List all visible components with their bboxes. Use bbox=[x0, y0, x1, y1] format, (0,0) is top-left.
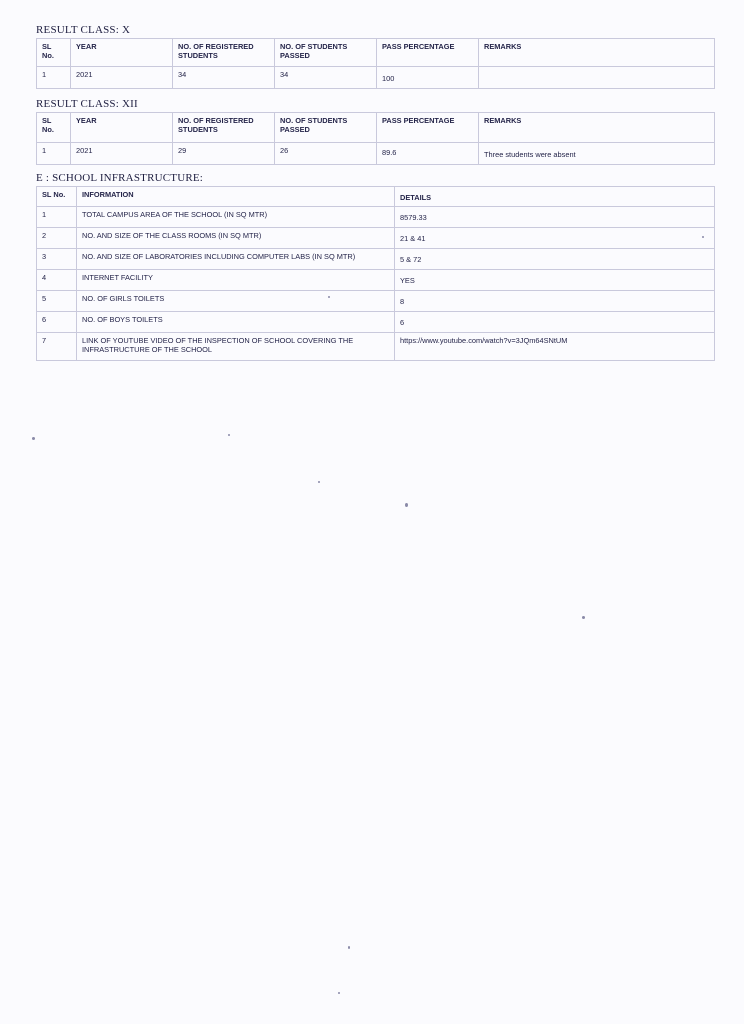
cell-sl-no: 3 bbox=[37, 249, 77, 270]
cell-information: NO. OF BOYS TOILETS bbox=[77, 312, 395, 333]
cell-students-passed: 34 bbox=[275, 67, 377, 89]
cell-students-passed: 26 bbox=[275, 143, 377, 165]
table-header-row bbox=[37, 187, 715, 207]
cell-sl-no: 2 bbox=[37, 228, 77, 249]
header-pass-percentage: PASS PERCENTAGE bbox=[377, 39, 479, 67]
cell-details: 5 & 72 bbox=[395, 249, 715, 270]
header-details: DETAILS bbox=[395, 187, 715, 207]
cell-information: LINK OF YOUTUBE VIDEO OF THE INSPECTION OF SCHOOL COVERING THE INFRASTRUCTURE OF THE SCHOOL bbox=[77, 333, 395, 361]
cell-sl-no: 6 bbox=[37, 312, 77, 333]
cell-year: 2021 bbox=[71, 143, 173, 165]
result-table-class-xii bbox=[36, 112, 715, 165]
scan-speck bbox=[228, 434, 230, 436]
cell-information: NO. OF GIRLS TOILETS bbox=[77, 291, 395, 312]
header-sl-no: SL No. bbox=[37, 39, 71, 67]
header-year: YEAR bbox=[71, 113, 173, 143]
scan-speck bbox=[702, 236, 704, 238]
cell-information: INTERNET FACILITY bbox=[77, 270, 395, 291]
scan-speck bbox=[32, 437, 35, 440]
cell-registered-students: 34 bbox=[173, 67, 275, 89]
scan-speck bbox=[328, 296, 330, 298]
table-row bbox=[37, 333, 715, 361]
scan-speck bbox=[582, 616, 585, 619]
header-information: INFORMATION bbox=[77, 187, 395, 207]
table-row bbox=[37, 291, 715, 312]
header-sl-no: SL No. bbox=[37, 113, 71, 143]
cell-information: TOTAL CAMPUS AREA OF THE SCHOOL (IN SQ MTR) bbox=[77, 207, 395, 228]
cell-remarks: Three students were absent bbox=[479, 143, 715, 165]
cell-information: NO. AND SIZE OF THE CLASS ROOMS (IN SQ MTR) bbox=[77, 228, 395, 249]
infrastructure-table bbox=[36, 186, 715, 361]
cell-sl-no: 1 bbox=[37, 207, 77, 228]
section-title-class-xii: RESULT CLASS: XII bbox=[36, 98, 138, 110]
header-pass-percentage: PASS PERCENTAGE bbox=[377, 113, 479, 143]
table-header-row bbox=[37, 39, 715, 67]
table-row bbox=[37, 270, 715, 291]
cell-details: YES bbox=[395, 270, 715, 291]
cell-pass-percentage: 89.6 bbox=[377, 143, 479, 165]
header-sl-no: SL No. bbox=[37, 187, 77, 207]
table-row bbox=[37, 249, 715, 270]
scan-speck bbox=[405, 503, 408, 507]
header-students-passed: NO. OF STUDENTS PASSED bbox=[275, 39, 377, 67]
cell-pass-percentage: 100 bbox=[377, 67, 479, 89]
scan-speck bbox=[338, 992, 340, 994]
result-table-class-x bbox=[36, 38, 715, 89]
table-row bbox=[37, 67, 715, 89]
cell-details: https://www.youtube.com/watch?v=3JQm64SNtUM bbox=[395, 333, 715, 361]
scan-speck bbox=[348, 946, 350, 949]
header-year: YEAR bbox=[71, 39, 173, 67]
cell-remarks bbox=[479, 67, 715, 89]
cell-information: NO. AND SIZE OF LABORATORIES INCLUDING COMPUTER LABS (IN SQ MTR) bbox=[77, 249, 395, 270]
header-remarks: REMARKS bbox=[479, 113, 715, 143]
cell-sl-no: 4 bbox=[37, 270, 77, 291]
table-row bbox=[37, 228, 715, 249]
table-row bbox=[37, 143, 715, 165]
cell-sl-no: 5 bbox=[37, 291, 77, 312]
table-header-row bbox=[37, 113, 715, 143]
section-title-infrastructure: E : SCHOOL INFRASTRUCTURE: bbox=[36, 172, 204, 184]
cell-sl-no: 1 bbox=[37, 67, 71, 89]
cell-details: 8579.33 bbox=[395, 207, 715, 228]
cell-sl-no: 1 bbox=[37, 143, 71, 165]
section-title-class-x: RESULT CLASS: X bbox=[36, 24, 131, 36]
cell-details: 21 & 41 bbox=[395, 228, 715, 249]
header-remarks: REMARKS bbox=[479, 39, 715, 67]
header-registered-students: NO. OF REGISTERED STUDENTS bbox=[173, 39, 275, 67]
cell-year: 2021 bbox=[71, 67, 173, 89]
header-students-passed: NO. OF STUDENTS PASSED bbox=[275, 113, 377, 143]
cell-registered-students: 29 bbox=[173, 143, 275, 165]
table-row bbox=[37, 312, 715, 333]
cell-details: 6 bbox=[395, 312, 715, 333]
scan-speck bbox=[318, 481, 320, 483]
cell-details: 8 bbox=[395, 291, 715, 312]
header-registered-students: NO. OF REGISTERED STUDENTS bbox=[173, 113, 275, 143]
cell-sl-no: 7 bbox=[37, 333, 77, 361]
table-row bbox=[37, 207, 715, 228]
